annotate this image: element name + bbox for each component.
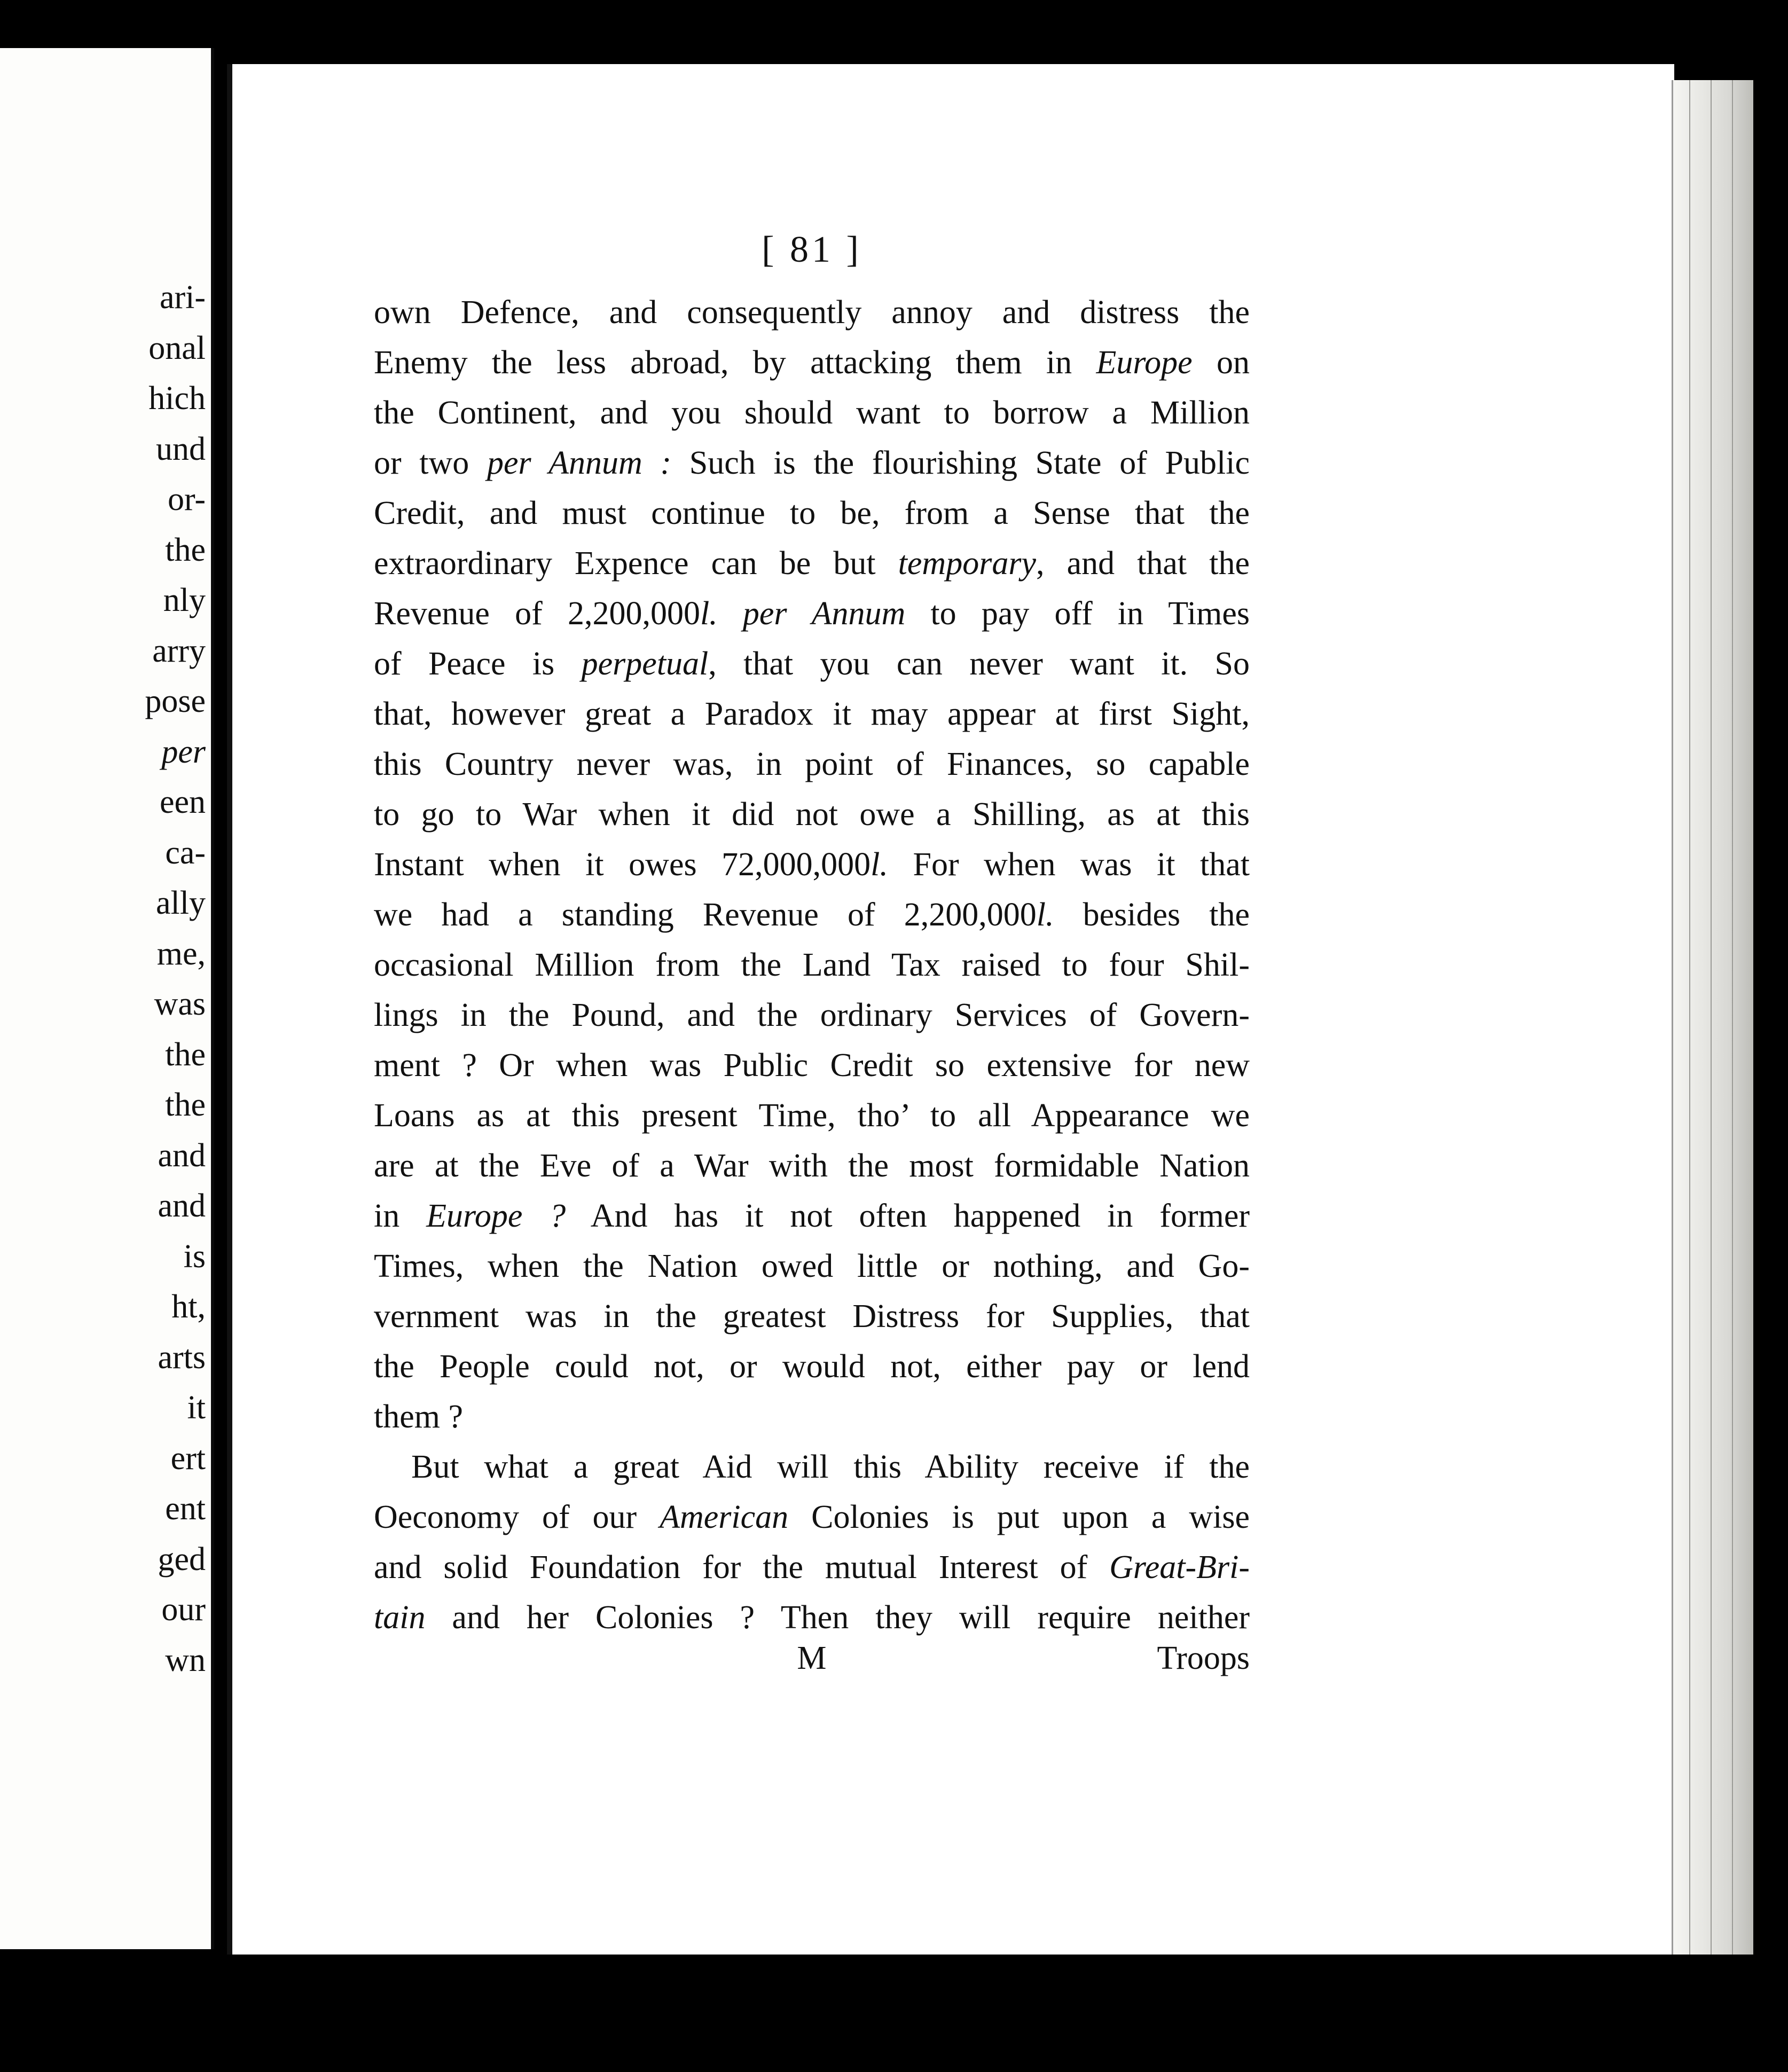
text-line [374, 1040, 1250, 1090]
text-segment: in [374, 1198, 427, 1234]
text-line [374, 940, 1250, 990]
text-segment: Colonies is put upon a wise [788, 1499, 1250, 1535]
facing-page-fragment: arry [152, 632, 206, 669]
facing-page-fragment: was [154, 986, 206, 1022]
facing-page-fragment: ari- [159, 279, 206, 316]
facing-page-fragment: per [161, 733, 206, 770]
text-segment: Oeconomy of our [374, 1499, 660, 1535]
text-line [374, 488, 1250, 538]
text-segment: Enemy the less abroad, by attacking them in [374, 344, 1096, 381]
text-segment: are at the Eve of a War with the most formidable Nation [374, 1148, 1250, 1184]
text-segment: extraordinary Expence can be but [374, 545, 898, 582]
text-segment: , and that the [1036, 545, 1250, 582]
page-edge-line [1711, 80, 1712, 1955]
text-segment: and solid Foundation for the mutual Interest of [374, 1549, 1110, 1586]
text-segment: Credit, and must continue to be, from a Sense that the [374, 495, 1250, 531]
text-line [374, 287, 1250, 338]
facing-page-text-fragments [0, 272, 206, 1685]
text-segment: own Defence, and consequently annoy and distress the [374, 294, 1250, 331]
italic-text: l. [871, 846, 888, 883]
text-segment: Loans as at this present Time, tho’ to all Appearance we [374, 1097, 1250, 1134]
facing-page-fragment: ent [165, 1490, 206, 1527]
text-segment: ment ? Or when was Public Credit so extensive for new [374, 1047, 1250, 1084]
text-line [374, 1291, 1250, 1341]
italic-text: tain [374, 1599, 426, 1636]
text-segment: besides the [1054, 897, 1250, 933]
text-line [374, 1241, 1250, 1291]
facing-page-fragment: is [183, 1238, 206, 1275]
text-line [374, 890, 1250, 940]
facing-page-fragment: me, [156, 935, 206, 972]
text-segment: on [1192, 344, 1250, 381]
text-line [374, 1592, 1250, 1643]
facing-page-fragment: it [187, 1390, 206, 1426]
facing-page-fragment: wn [165, 1642, 206, 1678]
catchword: Troops [1157, 1640, 1250, 1676]
text-line [374, 639, 1250, 689]
italic-text: per Annum : [487, 445, 672, 481]
text-line [374, 588, 1250, 639]
text-line [374, 538, 1250, 588]
text-segment: the Continent, and you should want to borrow a Million [374, 395, 1250, 431]
facing-page-fragment: hich [148, 380, 206, 417]
facing-page-fragment: or- [167, 481, 206, 517]
text-segment: , that you can never want it. So [708, 646, 1250, 682]
text-line [374, 739, 1250, 789]
text-line [374, 1392, 1250, 1442]
text-segment: we had a standing Revenue of 2,200,000 [374, 897, 1037, 933]
italic-text: perpetual [581, 646, 709, 682]
facing-page-fragment: een [159, 784, 206, 820]
facing-page-fragment: and [158, 1188, 206, 1224]
text-segment: Times, when the Nation owed little or nothing, and Go- [374, 1248, 1250, 1284]
text-segment: and her Colonies ? Then they will require neither [425, 1599, 1250, 1636]
text-segment: of Peace is [374, 646, 582, 682]
facing-page-fragment: our [161, 1591, 206, 1628]
text-segment: For when was it that [888, 846, 1250, 883]
text-line [374, 1090, 1250, 1141]
text-line [374, 438, 1250, 488]
italic-text: Europe ? [426, 1198, 566, 1234]
text-segment: occasional Million from the Land Tax raised to four Shil- [374, 947, 1250, 983]
text-segment: or two [374, 445, 487, 481]
text-line [374, 990, 1250, 1040]
facing-page-fragment: ert [170, 1440, 206, 1477]
facing-page-fragment: the [165, 531, 206, 568]
text-segment: Revenue of 2,200,000 [374, 595, 700, 632]
facing-page-fragment: ca- [165, 834, 206, 871]
text-line [374, 1191, 1250, 1241]
facing-page-fragment: the [165, 1036, 206, 1073]
italic-text: l. [1036, 897, 1054, 933]
text-line [374, 789, 1250, 839]
text-segment: that, however great a Paradox it may appear at first Sight, [374, 696, 1250, 732]
page-footer [374, 1639, 1250, 1690]
italic-text: American [660, 1499, 789, 1535]
facing-page-fragment: onal [148, 329, 206, 366]
facing-page-fragment: the [165, 1087, 206, 1123]
text-segment: And has it not often happened in former [566, 1198, 1250, 1234]
text-segment: vernment was in the greatest Distress for Supplies, that [374, 1298, 1250, 1335]
text-segment: them ? [374, 1399, 463, 1435]
text-line [374, 1442, 1250, 1492]
text-segment: the People could not, or would not, either pay or lend [374, 1348, 1250, 1385]
text-line [374, 1492, 1250, 1542]
italic-text: l. per Annum [700, 595, 906, 632]
facing-page-fragment: und [156, 430, 206, 467]
facing-page-fragment: ht, [171, 1289, 206, 1325]
italic-text: Europe [1096, 344, 1193, 381]
page-edge-line [1732, 80, 1733, 1955]
text-segment: But what a great Aid will this Ability receive if the [411, 1449, 1250, 1485]
italic-text: Great-Bri- [1109, 1549, 1250, 1586]
text-segment: this Country never was, in point of Finances, so capable [374, 746, 1250, 782]
facing-page-fragment: pose [145, 683, 206, 719]
facing-page-left [0, 48, 214, 1949]
page-number: [ 81 ] [762, 229, 862, 270]
text-line [374, 388, 1250, 438]
text-line [374, 338, 1250, 388]
text-segment: to pay off in Times [905, 595, 1250, 632]
facing-page-fragment: ged [158, 1541, 206, 1577]
facing-page-fragment: nly [163, 582, 206, 618]
text-line [374, 1341, 1250, 1392]
text-line [374, 1542, 1250, 1592]
text-segment: Instant when it owes 72,000,000 [374, 846, 871, 883]
page-block-edge [1672, 80, 1753, 1955]
italic-text: temporary [898, 545, 1036, 582]
facing-page-fragment: arts [158, 1339, 206, 1376]
facing-page-fragment: ally [156, 885, 206, 921]
signature-mark: M [797, 1640, 827, 1676]
text-segment: to go to War when it did not owe a Shilling, as at this [374, 796, 1250, 833]
text-line [374, 689, 1250, 739]
text-segment: lings in the Pound, and the ordinary Services of Govern- [374, 997, 1250, 1033]
text-line [374, 839, 1250, 890]
text-line [374, 1141, 1250, 1191]
body-text [374, 287, 1250, 1643]
facing-page-fragment: and [158, 1137, 206, 1174]
page-edge-line [1689, 80, 1690, 1955]
text-segment: Such is the flourishing State of Public [671, 445, 1250, 481]
